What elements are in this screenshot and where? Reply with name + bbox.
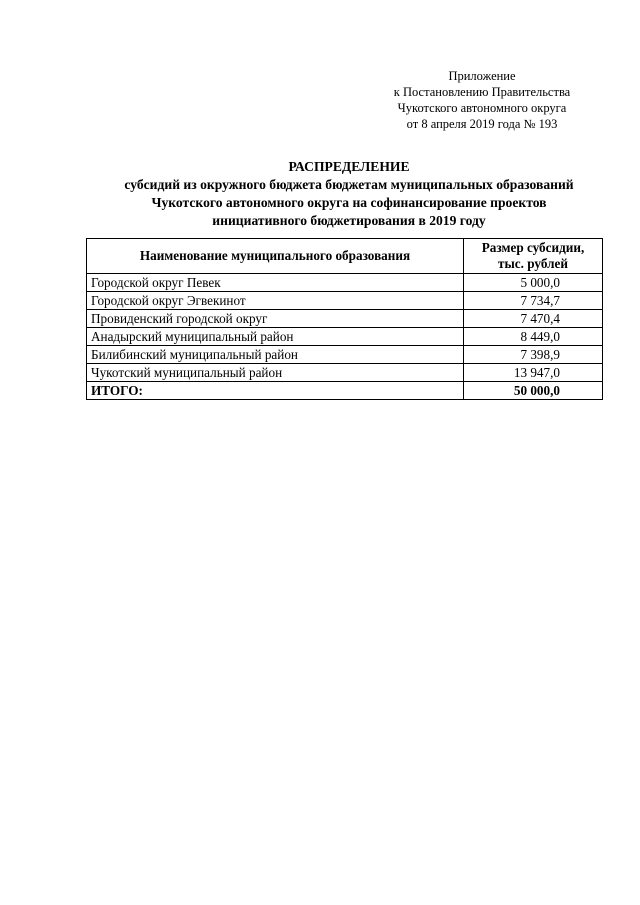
row-amount: 5 000,0 <box>464 274 603 292</box>
header-amount-line-2: тыс. рублей <box>498 256 568 271</box>
total-amount: 50 000,0 <box>464 382 603 400</box>
row-name: Провиденский городской округ <box>87 310 464 328</box>
title-heading: РАСПРЕДЕЛЕНИЕ <box>288 159 410 174</box>
document-title <box>60 158 638 230</box>
appendix-region: Чукотского автономного округа <box>397 101 567 115</box>
row-amount: 7 734,7 <box>464 292 603 310</box>
appendix-block <box>376 68 588 132</box>
header-amount-line-1: Размер субсидии, <box>481 240 585 255</box>
table-row <box>87 346 603 364</box>
title-line-3: инициативного бюджетирования в 2019 году <box>212 213 486 228</box>
row-name: Городской округ Певек <box>87 274 464 292</box>
total-label: ИТОГО: <box>87 382 464 400</box>
row-amount: 7 398,9 <box>464 346 603 364</box>
row-amount: 13 947,0 <box>464 364 603 382</box>
header-name: Наименование муниципального образования <box>87 239 464 274</box>
table-total-row <box>87 382 603 400</box>
table-row <box>87 292 603 310</box>
table-row <box>87 274 603 292</box>
title-line-1: субсидий из окружного бюджета бюджетам муниципальных образований <box>124 177 574 192</box>
header-amount <box>464 239 603 274</box>
row-name: Анадырский муниципальный район <box>87 328 464 346</box>
title-line-2: Чукотского автономного округа на софинансирование проектов <box>151 195 547 210</box>
table-row <box>87 310 603 328</box>
table-row <box>87 364 603 382</box>
row-amount: 7 470,4 <box>464 310 603 328</box>
appendix-label: Приложение <box>448 69 516 83</box>
table-row <box>87 328 603 346</box>
appendix-resolution: к Постановлению Правительства <box>393 85 571 99</box>
distribution-table <box>86 238 603 400</box>
row-name: Билибинский муниципальный район <box>87 346 464 364</box>
row-name: Чукотский муниципальный район <box>87 364 464 382</box>
row-amount: 8 449,0 <box>464 328 603 346</box>
table-header-row <box>87 239 603 274</box>
row-name: Городской округ Эгвекинот <box>87 292 464 310</box>
appendix-date: от 8 апреля 2019 года № 193 <box>406 117 558 131</box>
